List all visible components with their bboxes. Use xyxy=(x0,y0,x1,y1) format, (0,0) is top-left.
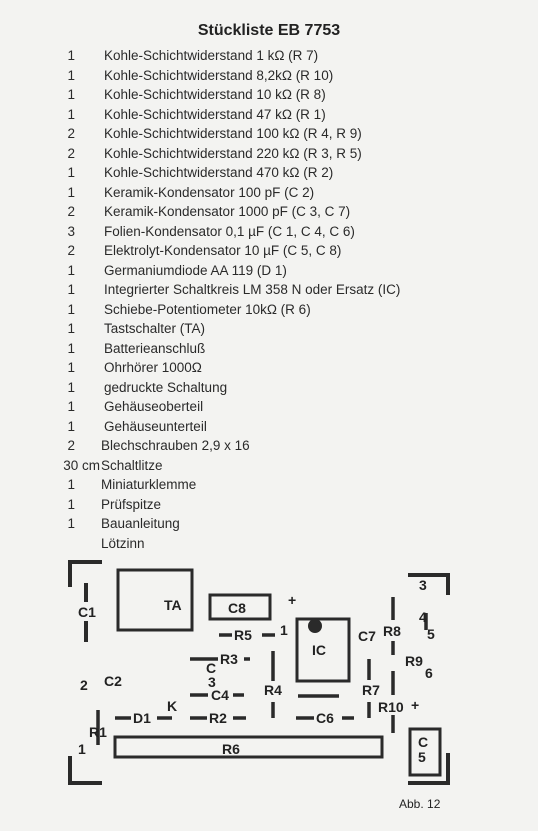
quantity: 1 xyxy=(67,165,75,180)
part-description: Kohle-Schichtwiderstand 220 kΩ (R 3, R 5) xyxy=(104,145,362,161)
terminal-5-label: 5 xyxy=(427,626,435,642)
pcb-layout-diagram xyxy=(0,555,538,800)
pin1-label: 1 xyxy=(280,622,288,638)
list-item xyxy=(0,66,538,86)
quantity: 1 xyxy=(67,418,75,434)
list-item xyxy=(0,183,538,203)
list-item xyxy=(0,300,538,320)
part-description: Batterieanschluß xyxy=(104,340,206,356)
r6-potentiometer xyxy=(115,737,382,757)
list-item xyxy=(0,222,538,242)
part-description: Bauanleitung xyxy=(101,516,180,531)
r6-label: R6 xyxy=(222,741,240,757)
list-item xyxy=(0,417,538,437)
part-description: Kohle-Schichtwiderstand 8,2kΩ (R 10) xyxy=(104,67,334,83)
part-description: Kohle-Schichtwiderstand 1 kΩ (R 7) xyxy=(104,48,319,63)
part-description: Elektrolyt-Kondensator 10 µF (C 5, C 8) xyxy=(104,243,342,258)
quantity: 1 xyxy=(67,360,75,375)
part-description: Blechschrauben 2,9 x 16 xyxy=(101,438,250,453)
ic-notch xyxy=(308,619,322,633)
part-description: Keramik-Kondensator 100 pF (C 2) xyxy=(104,184,315,200)
list-item xyxy=(0,85,538,105)
frame-right-lower xyxy=(410,755,448,783)
frame-right xyxy=(410,575,448,593)
list-item xyxy=(0,495,538,515)
part-description: Germaniumdiode AA 119 (D 1) xyxy=(104,262,287,278)
r8-label: R8 xyxy=(383,623,401,639)
c3-label: C xyxy=(206,660,217,676)
quantity: 1 xyxy=(67,262,75,278)
part-description: Integrierter Schaltkreis LM 358 N oder Ersatz (IC) xyxy=(104,282,401,297)
r5-label: R5 xyxy=(234,627,252,643)
quantity: 1 xyxy=(67,340,75,356)
quantity: 2 xyxy=(67,438,75,453)
quantity: 1 xyxy=(67,67,75,83)
part-description: Tastschalter (TA) xyxy=(104,321,206,336)
frame-bottom-left xyxy=(70,758,100,783)
parts-list-title: Stückliste EB 7753 xyxy=(197,22,341,39)
part-description: Kohle-Schichtwiderstand 10 kΩ (R 8) xyxy=(104,87,326,102)
part-description: Kohle-Schichtwiderstand 100 kΩ (R 4, R 9) xyxy=(104,126,362,141)
list-item xyxy=(0,144,538,164)
c5-label: C xyxy=(418,734,429,750)
quantity: 1 xyxy=(67,48,75,63)
c5-number-label: 5 xyxy=(418,749,426,765)
terminal-6-label: 6 xyxy=(425,665,433,681)
part-description: Prüfspitze xyxy=(101,496,162,512)
list-item xyxy=(0,319,538,339)
quantity: 1 xyxy=(67,321,75,336)
part-description: Kohle-Schichtwiderstand 470 kΩ (R 2) xyxy=(104,165,334,180)
part-description: Lötzinn xyxy=(101,535,145,551)
c4-label: C4 xyxy=(211,687,229,703)
list-item xyxy=(0,514,538,534)
c2-label: C2 xyxy=(104,673,122,689)
quantity: 2 xyxy=(67,126,75,141)
quantity: 1 xyxy=(67,87,75,102)
list-item xyxy=(0,280,538,300)
list-item xyxy=(0,436,538,456)
r7-label: R7 xyxy=(362,682,380,698)
k-label: K xyxy=(167,698,178,714)
figure-caption: Abb. 12 xyxy=(399,797,441,811)
terminal-4-label: 4 xyxy=(419,609,427,625)
list-item xyxy=(0,456,538,476)
quantity: 1 xyxy=(67,184,75,200)
list-item xyxy=(0,475,538,495)
quantity: 2 xyxy=(67,243,75,258)
list-item xyxy=(0,241,538,261)
part-description: Kohle-Schichtwiderstand 47 kΩ (R 1) xyxy=(104,106,326,122)
quantity: 1 xyxy=(67,379,75,395)
list-item xyxy=(0,339,538,359)
part-description: Keramik-Kondensator 1000 pF (C 3, C 7) xyxy=(104,204,351,219)
part-description: Gehäuseunterteil xyxy=(104,418,207,434)
list-item xyxy=(0,358,538,378)
quantity: 1 xyxy=(67,106,75,122)
r1-label: R1 xyxy=(89,724,107,740)
r3-label: R3 xyxy=(220,651,238,667)
quantity: 3 xyxy=(67,223,75,239)
c1-label: C1 xyxy=(78,604,96,620)
c5-plus-label: + xyxy=(411,697,420,713)
r9-label: R9 xyxy=(405,653,423,669)
c7-label: C7 xyxy=(358,628,376,644)
terminal-2-label: 2 xyxy=(80,677,88,693)
ic-label: IC xyxy=(312,642,326,658)
list-item xyxy=(0,105,538,125)
list-item xyxy=(0,261,538,281)
frame-top-left xyxy=(70,562,100,585)
list-item xyxy=(0,378,538,398)
r4-label: R4 xyxy=(264,682,282,698)
list-item xyxy=(0,202,538,222)
terminal-1-label: 1 xyxy=(78,741,86,757)
list-item xyxy=(0,534,538,554)
quantity: 1 xyxy=(67,399,75,414)
list-item xyxy=(0,397,538,417)
part-description: Schiebe-Potentiometer 10kΩ (R 6) xyxy=(104,301,311,317)
terminal-3-label: 3 xyxy=(419,577,427,593)
c3-number-label: 3 xyxy=(208,674,216,690)
r2-label: R2 xyxy=(209,710,227,726)
part-description: gedruckte Schaltung xyxy=(104,379,228,395)
quantity: 2 xyxy=(67,145,75,161)
part-description: Gehäuseoberteil xyxy=(104,399,204,414)
list-item xyxy=(0,124,538,144)
c8-label: C8 xyxy=(228,600,246,616)
quantity: 30 cm xyxy=(63,457,100,473)
quantity: 1 xyxy=(67,301,75,317)
parts-list xyxy=(0,46,538,553)
list-item xyxy=(0,46,538,66)
ta-label: TA xyxy=(164,597,182,613)
part-description: Folien-Kondensator 0,1 µF (C 1, C 4, C 6) xyxy=(104,223,355,239)
r10-label: R10 xyxy=(378,699,404,715)
list-item xyxy=(0,163,538,183)
c6-label: C6 xyxy=(316,710,334,726)
quantity: 1 xyxy=(67,477,75,492)
quantity: 1 xyxy=(67,282,75,297)
part-description: Miniaturklemme xyxy=(101,477,197,492)
part-description: Ohrhörer 1000Ω xyxy=(104,360,202,375)
quantity: 2 xyxy=(67,204,75,219)
quantity: 1 xyxy=(67,496,75,512)
part-description: Schaltlitze xyxy=(101,457,163,473)
quantity: 1 xyxy=(67,516,75,531)
c8-plus-label: + xyxy=(288,592,297,608)
d1-label: D1 xyxy=(133,710,151,726)
